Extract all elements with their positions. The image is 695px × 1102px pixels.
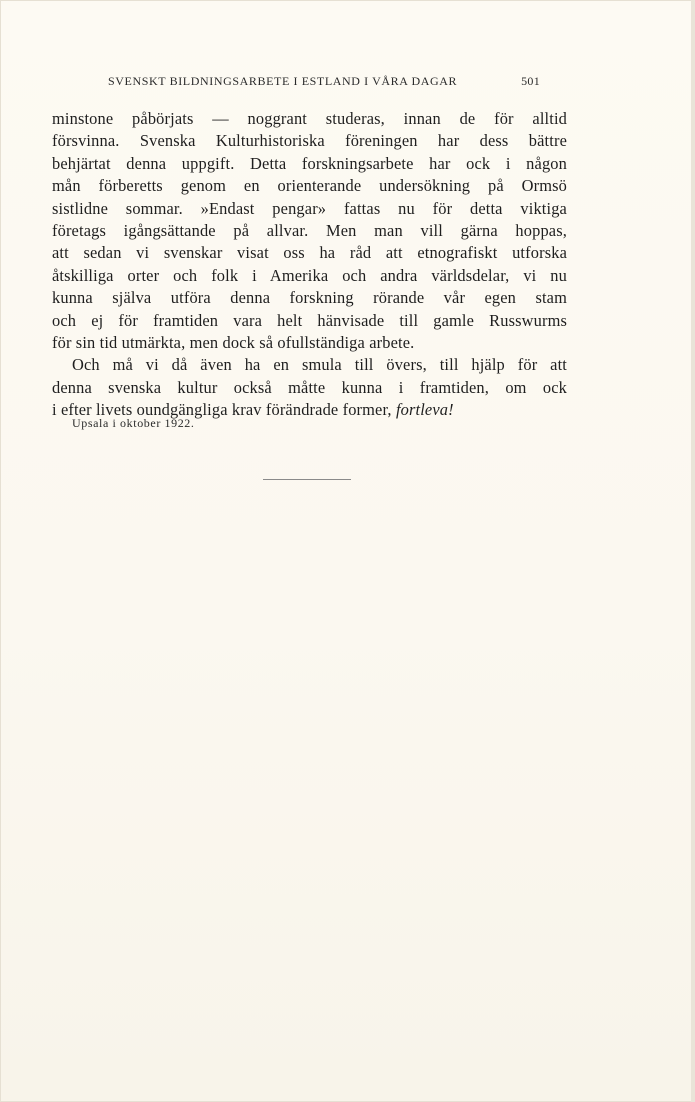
running-head-title: SVENSKT BILDNINGSARBETE I ESTLAND I VÅRA DAGAR: [108, 74, 458, 88]
page-edge: [691, 0, 695, 1102]
text-line-final-main: i efter livets oundgängliga krav förändrade former,: [52, 400, 392, 420]
page-number: 501: [521, 74, 540, 88]
place-date-signature: Upsala i oktober 1922.: [72, 416, 195, 430]
text-line: denna svenska kultur också måtte kunna i framtiden, om ock: [52, 377, 567, 397]
text-line: Och må vi då även ha en smula till övers, till hjälp för att: [72, 355, 567, 375]
text-line: sistlidne sommar. »Endast pengar» fattas nu för detta viktiga: [52, 198, 567, 218]
text-line: mån förberetts genom en orienterande undersökning på Ormsö: [52, 176, 567, 196]
text-line: och ej för framtiden vara helt hänvisade till gamle Russwurms: [52, 310, 567, 330]
text-line: för sin tid utmärkta, men dock så ofullständiga arbete.: [52, 332, 415, 352]
text-line: att sedan vi svenskar visat oss ha råd att etnografiskt utforska: [52, 243, 567, 263]
text-line: företags igångsättande på allvar. Men man vill gärna hoppas,: [52, 220, 567, 240]
running-head: [108, 74, 540, 92]
text-line: minstone påbörjats — noggrant studeras, innan de för alltid: [52, 109, 567, 128]
end-rule: [263, 479, 351, 480]
text-line: försvinna. Svenska Kulturhistoriska föreningen har dess bättre: [52, 131, 567, 151]
text-line: kunna själva utföra denna forskning rörande vår egen stam: [52, 288, 567, 308]
closing-word: fortleva!: [395, 400, 454, 420]
text-line: åtskilliga orter och folk i Amerika och andra världsdelar, vi nu: [52, 265, 567, 285]
body-text: [52, 108, 567, 421]
text-line: behjärtat denna uppgift. Detta forskningsarbete har ock i någon: [52, 153, 567, 173]
